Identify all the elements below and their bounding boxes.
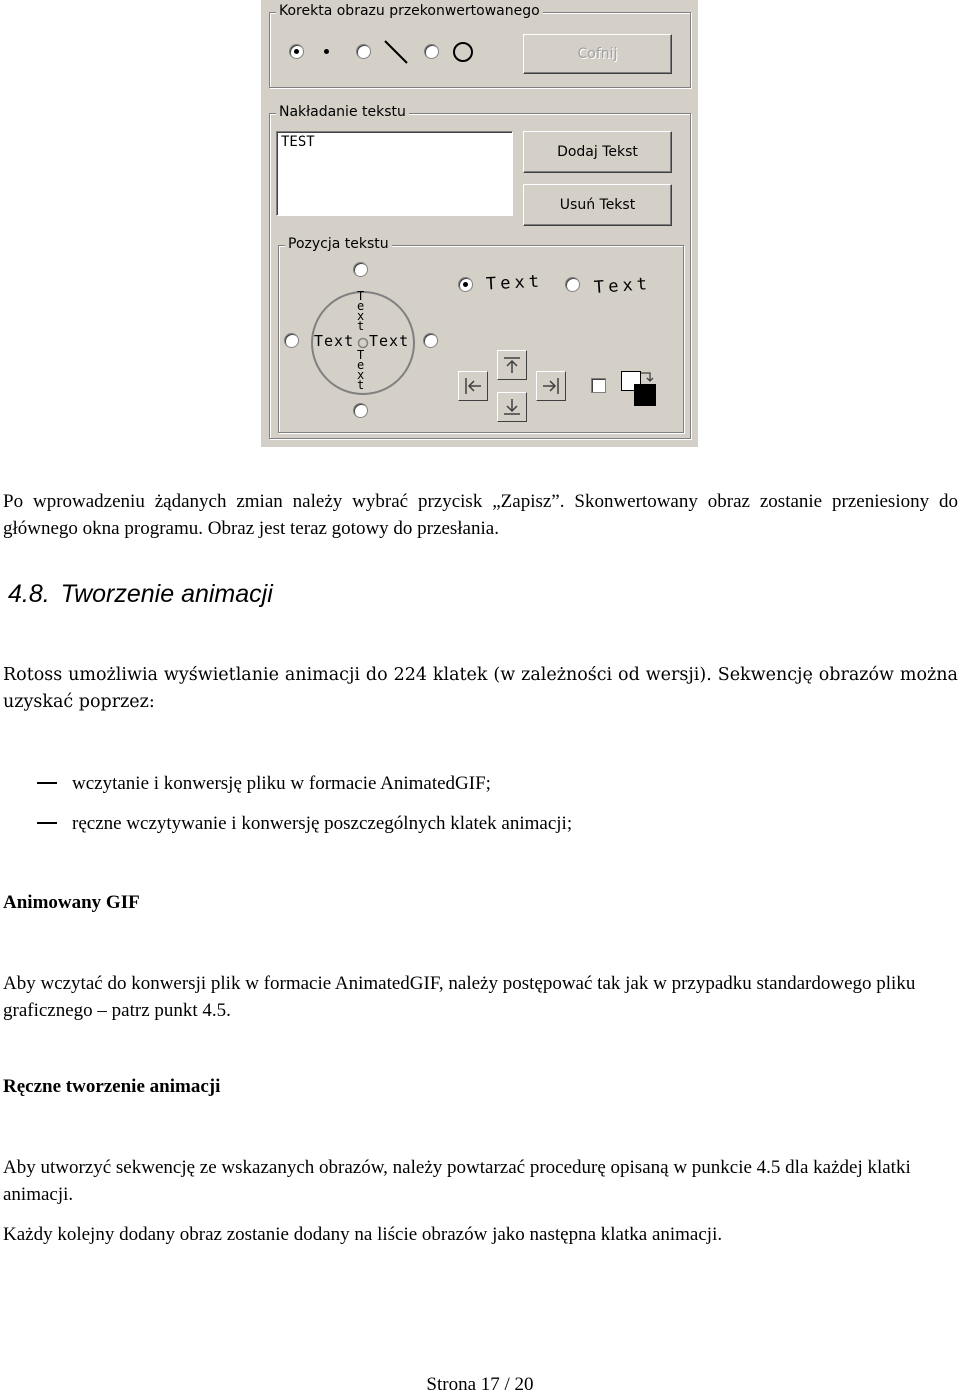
paragraph-animated-gif: Aby wczytać do konwersji plik w formacie AnimatedGIF, należy postępować tak jak w przypadku standardowego pliku graficznego – patrz punkt 4.5. xyxy=(3,973,916,1021)
brush-line-radio[interactable] xyxy=(356,44,371,59)
paragraph-intro: Rotoss umożliwia wyświetlanie animacji do 224 klatek (w zależności od wersji). Sekwencję obrazów można uzyskać poprzez: xyxy=(3,665,958,712)
arrow-up-icon xyxy=(498,351,526,379)
position-bottom-radio[interactable] xyxy=(353,403,368,418)
circle-vertical-text-bottom: Text xyxy=(357,348,365,392)
list-item-text: ręczne wczytywanie i konwersję poszczególnych klatek animacji; xyxy=(72,813,573,834)
position-right-radio[interactable] xyxy=(423,333,438,348)
text-style-wavy-radio[interactable] xyxy=(458,277,473,292)
arrow-down-icon xyxy=(498,393,526,421)
arrow-right-icon xyxy=(537,372,565,400)
add-text-button[interactable] xyxy=(523,131,672,173)
list-item xyxy=(37,773,491,795)
section-number: 4.8. xyxy=(8,580,50,608)
paragraph-manual-animation: Aby utworzyć sekwencję ze wskazanych obrazów, należy powtarzać procedurę opisaną w punkcie 4.5 dla każdej klatki animacji. xyxy=(3,1157,911,1205)
overlay-text-value: TEST xyxy=(281,134,315,150)
position-top-radio[interactable] xyxy=(353,262,368,277)
section-title: Tworzenie animacji xyxy=(60,580,273,608)
list-dash-icon xyxy=(37,782,57,784)
diagonal-line-icon xyxy=(383,39,409,65)
list-item-text: wczytanie i konwersję pliku w formacie AnimatedGIF; xyxy=(72,773,491,794)
remove-text-button[interactable] xyxy=(523,184,672,226)
small-dot-icon xyxy=(324,49,329,54)
subheading-animated-gif: Animowany GIF xyxy=(3,892,140,913)
circle-left-text: Text xyxy=(314,332,355,350)
paragraph-save: Po wprowadzeniu żądanych zmian należy wybrać przycisk „Zapisz”. Skonwertowany obraz zostanie przeniesiony do głównego okna programu. Obraz jest teraz gotowy do przesłania. xyxy=(3,491,958,539)
subheading-manual-animation: Ręczne tworzenie animacji xyxy=(3,1076,221,1097)
circle-shape-icon xyxy=(451,40,475,64)
circle-right-text: Text xyxy=(369,332,410,350)
correction-group-title: Korekta obrazu przekonwertowanego xyxy=(276,3,543,19)
list-item xyxy=(37,813,572,835)
background-color-swatch xyxy=(634,384,656,406)
circle-vertical-text-top: Text xyxy=(357,289,365,333)
page-footer: Strona 17 / 20 xyxy=(426,1374,534,1395)
align-top-button[interactable] xyxy=(497,350,527,380)
color-swap-button[interactable] xyxy=(619,369,657,407)
text-position-group-title: Pozycja tekstu xyxy=(285,236,392,252)
section-heading xyxy=(8,580,273,609)
align-right-button[interactable] xyxy=(536,371,566,401)
align-left-button[interactable] xyxy=(458,371,488,401)
brush-circle-radio[interactable] xyxy=(424,44,439,59)
position-left-radio[interactable] xyxy=(284,333,299,348)
swap-arrow-icon xyxy=(639,369,655,385)
undo-button-label: Cofnij xyxy=(577,46,618,62)
brush-dot-small-radio[interactable] xyxy=(289,44,304,59)
text-overlay-group-title: Nakładanie tekstu xyxy=(276,104,409,120)
remove-text-button-label: Usuń Tekst xyxy=(559,197,636,213)
text-overlay-dialog-screenshot xyxy=(261,0,698,447)
transparent-background-checkbox[interactable] xyxy=(591,378,606,393)
arrow-left-icon xyxy=(459,372,487,400)
wavy-text-sample: Text xyxy=(485,271,544,295)
paragraph-frame-list: Każdy kolejny dodany obraz zostanie dodany na liście obrazów jako następna klatka animacji. xyxy=(3,1224,723,1245)
add-text-button-label: Dodaj Tekst xyxy=(557,144,638,160)
undo-button[interactable] xyxy=(523,34,672,74)
text-style-arc-radio[interactable] xyxy=(565,277,580,292)
overlay-text-input[interactable] xyxy=(276,131,513,216)
list-dash-icon xyxy=(37,822,57,824)
arc-text-sample: Text xyxy=(593,274,652,298)
align-bottom-button[interactable] xyxy=(497,392,527,422)
